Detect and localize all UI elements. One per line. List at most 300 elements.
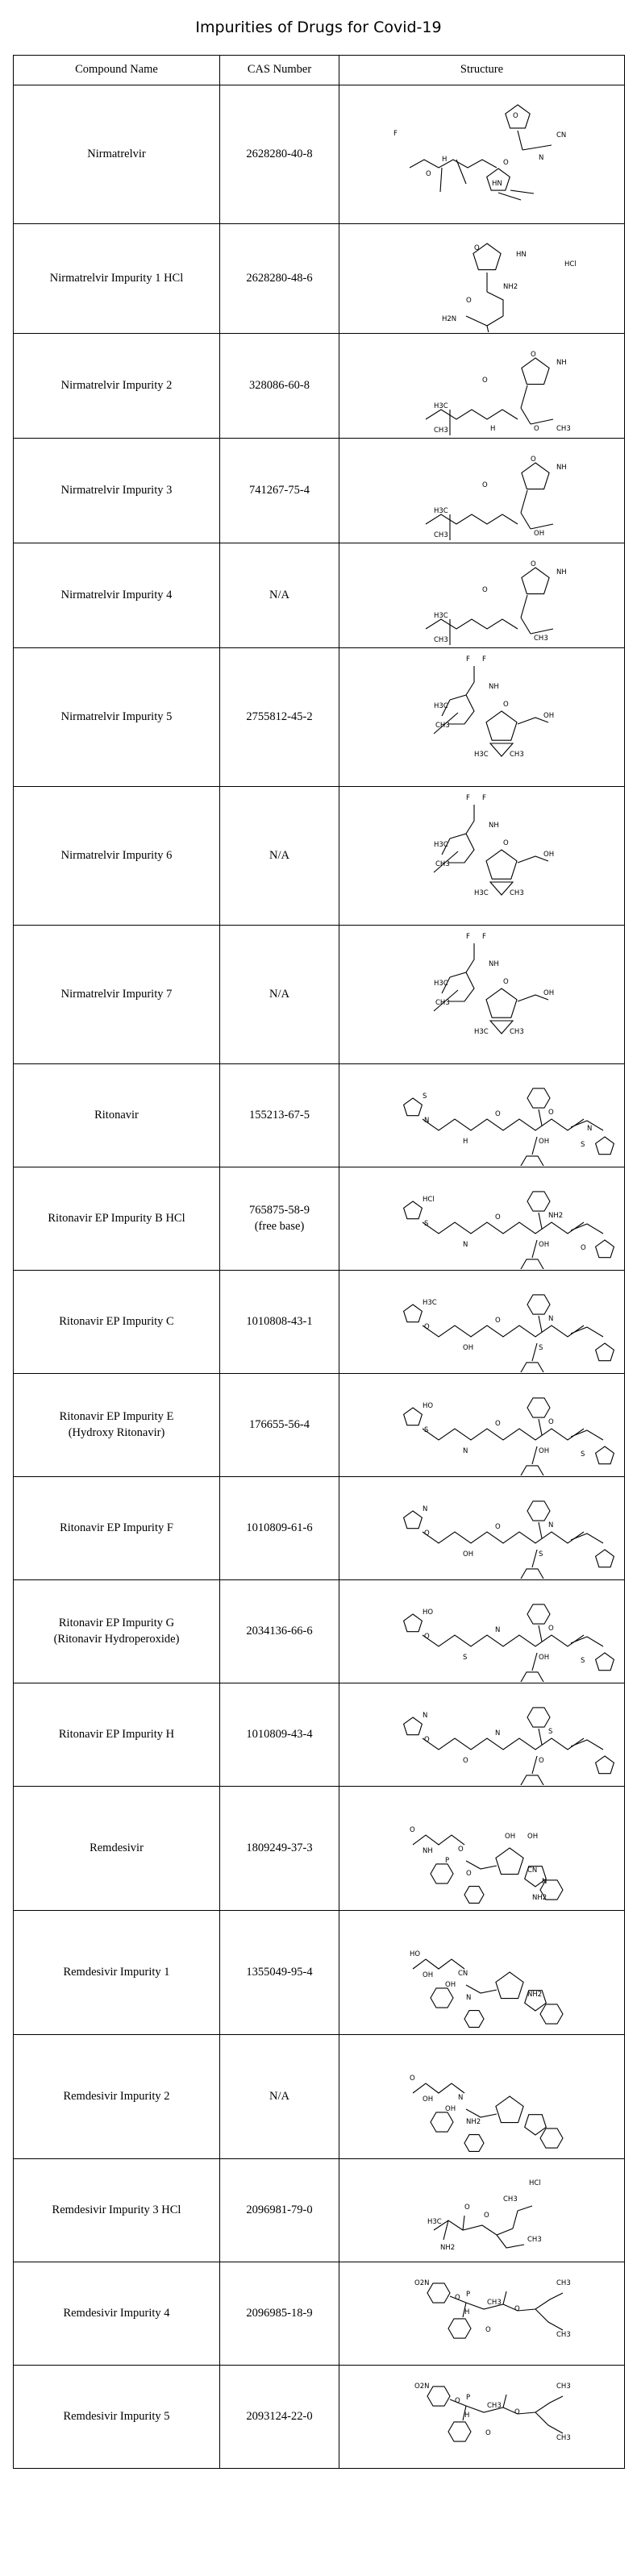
compound-name: Ritonavir EP Impurity G: [58, 1616, 175, 1629]
atom-label: H3C: [473, 750, 489, 759]
atom-label: N: [457, 2093, 463, 2102]
structure-cell: [339, 543, 625, 648]
cas-number-cell: [220, 1683, 339, 1787]
atom-label: O: [409, 2074, 415, 2083]
atom-label: N: [422, 1504, 427, 1513]
chemical-structure-image: [345, 1169, 619, 1269]
structure-cell: [339, 1787, 625, 1911]
compound-name-cell: [14, 1477, 220, 1580]
atom-label: O: [533, 424, 539, 433]
compound-name-note: (Hydroxy Ritonavir): [68, 1425, 165, 1439]
cas-number-cell: [220, 85, 339, 224]
atom-label: OH: [533, 529, 544, 538]
header-cas-number: CAS Number: [220, 56, 339, 85]
atom-label: CH3: [486, 2298, 502, 2307]
atom-label: HCl: [422, 1195, 435, 1204]
chemical-structure-image: [345, 87, 619, 223]
structure-cell: [339, 2366, 625, 2469]
atom-label: S: [423, 1425, 428, 1434]
compound-name: Nirmatrelvir Impurity 4: [60, 588, 173, 601]
chemical-structure-image: [345, 1272, 619, 1372]
cas-number-cell: [220, 1580, 339, 1683]
atom-label: OH: [444, 2104, 456, 2113]
atom-label: NH2: [547, 1211, 563, 1220]
atom-label: O: [464, 2203, 470, 2212]
atom-label: O: [473, 243, 480, 252]
cas-number: 1010809-43-4: [246, 1727, 313, 1741]
compound-name: Nirmatrelvir: [87, 147, 146, 160]
compound-name: Remdesivir Impurity 2: [63, 2089, 170, 2103]
atom-label: N: [494, 1625, 500, 1634]
atom-label: OH: [538, 1240, 549, 1249]
table-row: [14, 1683, 625, 1787]
cas-number: 2628280-48-6: [246, 271, 313, 285]
chemical-structure-image: [345, 440, 619, 542]
table-row: [14, 2262, 625, 2366]
atom-label: N: [547, 1314, 553, 1323]
compound-name: Nirmatrelvir Impurity 5: [60, 710, 173, 723]
atom-label: OH: [444, 1980, 456, 1989]
atom-label: O: [530, 455, 536, 464]
atom-label: O: [580, 1243, 586, 1252]
table-row: [14, 334, 625, 439]
structure-cell: [339, 926, 625, 1064]
cas-number-cell: [220, 787, 339, 926]
compound-name-cell: [14, 1064, 220, 1167]
atom-label: N: [423, 1116, 429, 1125]
atom-label: O: [494, 1419, 501, 1428]
chemical-structure-image: [345, 789, 619, 924]
compound-name-cell: [14, 787, 220, 926]
atom-label: O: [465, 1869, 472, 1878]
compound-name-cell: [14, 1787, 220, 1911]
compound-name-cell: [14, 648, 220, 787]
compound-name: Ritonavir EP Impurity E: [59, 1409, 174, 1423]
chemical-structure-image: [345, 1375, 619, 1475]
atom-label: N: [465, 1993, 471, 2002]
compound-name: Ritonavir EP Impurity C: [59, 1314, 174, 1328]
atom-label: CH3: [435, 859, 450, 868]
atom-label: S: [538, 1343, 543, 1352]
atom-label: H: [441, 155, 447, 164]
table-row: [14, 1787, 625, 1911]
compound-name: Ritonavir EP Impurity B HCl: [48, 1211, 185, 1225]
atom-label: OH: [538, 1137, 549, 1146]
cas-number-cell: [220, 1477, 339, 1580]
structure-cell: [339, 1911, 625, 2035]
chemical-structure-image: [345, 1788, 619, 1909]
structure-cell: [339, 1374, 625, 1477]
atom-label: S: [538, 1550, 543, 1559]
cas-number: 2034136-66-6: [246, 1624, 313, 1638]
atom-label: CH3: [533, 634, 548, 643]
cas-number: N/A: [269, 987, 289, 1001]
compound-name: Remdesivir Impurity 3 HCl: [52, 2203, 181, 2216]
atom-label: NH2: [527, 1990, 542, 1999]
atom-label: OH: [462, 1343, 473, 1352]
atom-label: F: [481, 793, 486, 802]
table-row: [14, 648, 625, 787]
compound-name: Remdesivir Impurity 5: [63, 2409, 170, 2423]
table-row: [14, 787, 625, 926]
chemical-structure-image: [345, 1479, 619, 1579]
compound-name: Nirmatrelvir Impurity 2: [60, 378, 173, 392]
atom-label: CN: [457, 1969, 468, 1978]
atom-label: H: [462, 1137, 468, 1146]
compound-name-cell: [14, 1271, 220, 1374]
atom-label: NH: [488, 959, 499, 968]
chemical-structure-image: [345, 2264, 619, 2364]
cas-number-cell: [220, 2035, 339, 2159]
atom-label: O: [530, 350, 536, 359]
atom-label: HN: [491, 179, 502, 188]
atom-label: HO: [422, 1608, 433, 1617]
compound-name-cell: [14, 1374, 220, 1477]
atom-label: H3C: [422, 1298, 437, 1307]
atom-label: N: [538, 153, 543, 162]
atom-label: H3C: [433, 840, 448, 849]
cas-number-cell: [220, 1374, 339, 1477]
structure-cell: [339, 224, 625, 334]
atom-label: HO: [422, 1401, 433, 1410]
compound-name-cell: [14, 1911, 220, 2035]
atom-label: O: [512, 111, 518, 120]
atom-label: OH: [538, 1653, 549, 1662]
compound-name-note: (Ritonavir Hydroperoxide): [53, 1632, 180, 1646]
cas-number: 2096985-18-9: [246, 2306, 313, 2320]
structure-cell: [339, 1271, 625, 1374]
compound-name-cell: [14, 1167, 220, 1271]
compound-name: Ritonavir EP Impurity F: [60, 1521, 173, 1534]
cas-number: 1010808-43-1: [246, 1314, 313, 1328]
atom-label: O: [423, 1632, 430, 1641]
atom-label: F: [393, 129, 398, 138]
cas-number-cell: [220, 2159, 339, 2262]
atom-label: O: [485, 2325, 491, 2334]
atom-label: F: [465, 932, 470, 941]
compound-name: Remdesivir: [90, 1841, 144, 1854]
table-row: [14, 1167, 625, 1271]
atom-label: F: [465, 793, 470, 802]
structure-cell: [339, 1064, 625, 1167]
atom-label: CH3: [435, 998, 450, 1007]
atom-label: CH3: [433, 635, 448, 644]
atom-label: O: [502, 158, 509, 167]
atom-label: H3C: [427, 2217, 442, 2226]
atom-label: CH3: [527, 2235, 542, 2244]
compound-name: Nirmatrelvir Impurity 3: [60, 483, 173, 497]
atom-label: O: [494, 1213, 501, 1221]
structure-cell: [339, 2262, 625, 2366]
cas-number: N/A: [269, 588, 289, 601]
table-row: [14, 2366, 625, 2469]
chemical-structure-image: [345, 650, 619, 785]
chemical-structure-image: [345, 226, 619, 332]
atom-label: CH3: [502, 2195, 518, 2204]
table-row: [14, 85, 625, 224]
compound-name: Remdesivir Impurity 1: [63, 1965, 170, 1979]
atom-label: O: [538, 1756, 544, 1765]
atom-label: NH: [556, 568, 567, 576]
compound-name: Ritonavir EP Impurity H: [58, 1727, 175, 1741]
atom-label: NH2: [531, 1893, 547, 1902]
atom-label: O: [485, 2428, 491, 2437]
atom-label: CH3: [509, 750, 524, 759]
structure-cell: [339, 85, 625, 224]
atom-label: OH: [538, 1446, 549, 1455]
atom-label: H3C: [473, 888, 489, 897]
table-row: [14, 1064, 625, 1167]
table-row: [14, 2035, 625, 2159]
compound-name: Nirmatrelvir Impurity 7: [60, 987, 173, 1001]
cas-number: 1809249-37-3: [246, 1841, 313, 1854]
atom-label: S: [580, 1450, 585, 1459]
cas-number: 2096981-79-0: [246, 2203, 313, 2216]
chemical-structure-image: [345, 1685, 619, 1785]
header-compound-name: Compound Name: [14, 56, 220, 85]
atom-label: O: [514, 2407, 520, 2416]
atom-label: N: [462, 1240, 468, 1249]
compound-name: Ritonavir: [94, 1108, 139, 1122]
atom-label: NH: [488, 821, 499, 830]
atom-label: OH: [527, 1832, 538, 1841]
cas-number: N/A: [269, 848, 289, 862]
atom-label: S: [422, 1092, 427, 1101]
table-row: [14, 926, 625, 1064]
atom-label: O: [423, 1529, 430, 1538]
atom-label: O2N: [414, 2278, 429, 2287]
atom-label: F: [465, 655, 470, 664]
atom-label: CH3: [435, 721, 450, 730]
atom-label: H: [464, 2411, 469, 2420]
atom-label: HCl: [528, 2179, 541, 2187]
atom-label: H: [489, 424, 495, 433]
table-row: [14, 1477, 625, 1580]
atom-label: S: [423, 1219, 428, 1228]
compound-name-cell: [14, 1683, 220, 1787]
atom-label: F: [481, 655, 486, 664]
atom-label: O: [547, 1624, 554, 1633]
cas-number: 2755812-45-2: [246, 710, 313, 723]
atom-label: HO: [409, 1950, 420, 1958]
atom-label: F: [481, 932, 486, 941]
chemical-structure-image: [345, 335, 619, 437]
cas-number: 765875-58-9: [249, 1203, 310, 1217]
atom-label: S: [547, 1727, 552, 1736]
atom-label: OH: [504, 1832, 515, 1841]
compound-name-cell: [14, 85, 220, 224]
atom-label: S: [580, 1140, 585, 1149]
atom-label: H3C: [473, 1027, 489, 1036]
cas-number: 328086-60-8: [249, 378, 310, 392]
structure-cell: [339, 648, 625, 787]
cas-number-cell: [220, 1911, 339, 2035]
atom-label: NH: [422, 1846, 433, 1855]
atom-label: H3C: [433, 611, 448, 620]
compound-name-cell: [14, 543, 220, 648]
compound-name-cell: [14, 2262, 220, 2366]
atom-label: O: [465, 296, 472, 305]
atom-label: S: [580, 1656, 585, 1665]
cas-number: 2628280-40-8: [246, 147, 313, 160]
table-row: [14, 1271, 625, 1374]
cas-number-cell: [220, 926, 339, 1064]
compound-name-cell: [14, 334, 220, 439]
atom-label: CH3: [433, 531, 448, 539]
chemical-structure-image: [345, 1582, 619, 1682]
compound-name: Nirmatrelvir Impurity 6: [60, 848, 173, 862]
structure-cell: [339, 2159, 625, 2262]
atom-label: CH3: [509, 888, 524, 897]
atom-label: CN: [556, 131, 566, 139]
atom-label: H3C: [433, 701, 448, 710]
table-row: [14, 439, 625, 543]
cas-number: 155213-67-5: [249, 1108, 310, 1122]
cas-note: (free base): [254, 1219, 305, 1233]
atom-label: N: [586, 1124, 592, 1133]
cas-number-cell: [220, 2262, 339, 2366]
atom-label: O: [457, 1845, 464, 1854]
cas-number: 2093124-22-0: [246, 2409, 313, 2423]
cas-number-cell: [220, 1271, 339, 1374]
atom-label: OH: [543, 988, 554, 997]
atom-label: NH: [556, 463, 567, 472]
atom-label: CN: [527, 1866, 537, 1875]
atom-label: N: [541, 1877, 547, 1886]
atom-label: OH: [422, 1970, 433, 1979]
atom-label: O: [481, 585, 488, 594]
atom-label: O: [481, 481, 488, 489]
atom-label: O: [502, 700, 509, 709]
cas-number-cell: [220, 1167, 339, 1271]
table-row: [14, 543, 625, 648]
atom-label: H3C: [433, 506, 448, 515]
compound-name-cell: [14, 2035, 220, 2159]
atom-label: NH2: [465, 2117, 481, 2126]
compound-name: Remdesivir Impurity 4: [63, 2306, 170, 2320]
atom-label: CH3: [556, 2382, 571, 2391]
structure-cell: [339, 1167, 625, 1271]
atom-label: O: [547, 1417, 554, 1426]
atom-label: OH: [462, 1550, 473, 1559]
atom-label: O: [494, 1316, 501, 1325]
compound-name: Nirmatrelvir Impurity 1 HCl: [49, 271, 184, 285]
atom-label: OH: [543, 850, 554, 859]
atom-label: CH3: [556, 2330, 571, 2339]
atom-label: P: [465, 2393, 470, 2402]
structure-cell: [339, 787, 625, 926]
atom-label: CH3: [556, 2278, 571, 2287]
table-body: [14, 85, 625, 2469]
atom-label: S: [462, 1653, 467, 1662]
cas-number-cell: [220, 334, 339, 439]
atom-label: O: [425, 169, 431, 178]
chemical-structure-image: [345, 1912, 619, 2033]
structure-cell: [339, 1580, 625, 1683]
cas-number-cell: [220, 543, 339, 648]
structure-cell: [339, 1683, 625, 1787]
atom-label: NH: [556, 358, 567, 367]
atom-label: H2N: [441, 314, 456, 323]
atom-label: N: [462, 1446, 468, 1455]
table-row: [14, 1374, 625, 1477]
atom-label: N: [547, 1521, 553, 1529]
atom-label: P: [465, 2290, 470, 2299]
atom-label: OH: [422, 2095, 433, 2104]
compound-name-cell: [14, 224, 220, 334]
atom-label: NH2: [502, 282, 518, 291]
atom-label: O: [454, 2396, 460, 2405]
cas-number-cell: [220, 224, 339, 334]
atom-label: O: [502, 977, 509, 986]
atom-label: O: [454, 2293, 460, 2302]
cas-number: 1010809-61-6: [246, 1521, 313, 1534]
atom-label: O: [494, 1522, 501, 1531]
atom-label: CH3: [486, 2401, 502, 2410]
chemical-structure-image: [345, 2367, 619, 2467]
atom-label: NH: [488, 682, 499, 691]
chemical-structure-image: [345, 2161, 619, 2261]
atom-label: CH3: [556, 2433, 571, 2442]
table-row: [14, 1580, 625, 1683]
compound-name-cell: [14, 926, 220, 1064]
atom-label: H3C: [433, 979, 448, 988]
atom-label: O: [481, 376, 488, 385]
header-structure: Structure: [339, 56, 625, 85]
atom-label: O: [530, 560, 536, 568]
atom-label: O2N: [414, 2382, 429, 2391]
atom-label: P: [444, 1856, 449, 1865]
atom-label: N: [422, 1711, 427, 1720]
atom-label: H: [464, 2308, 469, 2316]
chemical-structure-image: [345, 927, 619, 1063]
atom-label: CH3: [433, 426, 448, 435]
impurities-table: [13, 55, 625, 2469]
atom-label: NH2: [439, 2243, 455, 2252]
cas-number: 1355049-95-4: [246, 1965, 313, 1979]
atom-label: OH: [543, 711, 554, 720]
compound-name-cell: [14, 2366, 220, 2469]
cas-number-cell: [220, 1064, 339, 1167]
atom-label: N: [494, 1729, 500, 1737]
atom-label: HCl: [564, 260, 577, 268]
structure-cell: [339, 1477, 625, 1580]
table-row: [14, 2159, 625, 2262]
cas-number: 741267-75-4: [249, 483, 310, 497]
atom-label: O: [502, 839, 509, 847]
atom-label: O: [483, 2211, 489, 2220]
atom-label: H3C: [433, 402, 448, 410]
table-header-row: [14, 56, 625, 85]
structure-cell: [339, 439, 625, 543]
table-row: [14, 1911, 625, 2035]
cas-number: N/A: [269, 2089, 289, 2103]
cas-number: 176655-56-4: [249, 1417, 310, 1431]
structure-cell: [339, 334, 625, 439]
cas-number-cell: [220, 1787, 339, 1911]
atom-label: O: [547, 1108, 554, 1117]
compound-name-cell: [14, 439, 220, 543]
cas-number-cell: [220, 439, 339, 543]
atom-label: O: [514, 2304, 520, 2313]
atom-label: HN: [515, 250, 527, 259]
table-row: [14, 224, 625, 334]
atom-label: O: [462, 1756, 468, 1765]
chemical-structure-image: [345, 2037, 619, 2158]
cas-number-cell: [220, 648, 339, 787]
atom-label: CH3: [556, 424, 571, 433]
structure-cell: [339, 2035, 625, 2159]
